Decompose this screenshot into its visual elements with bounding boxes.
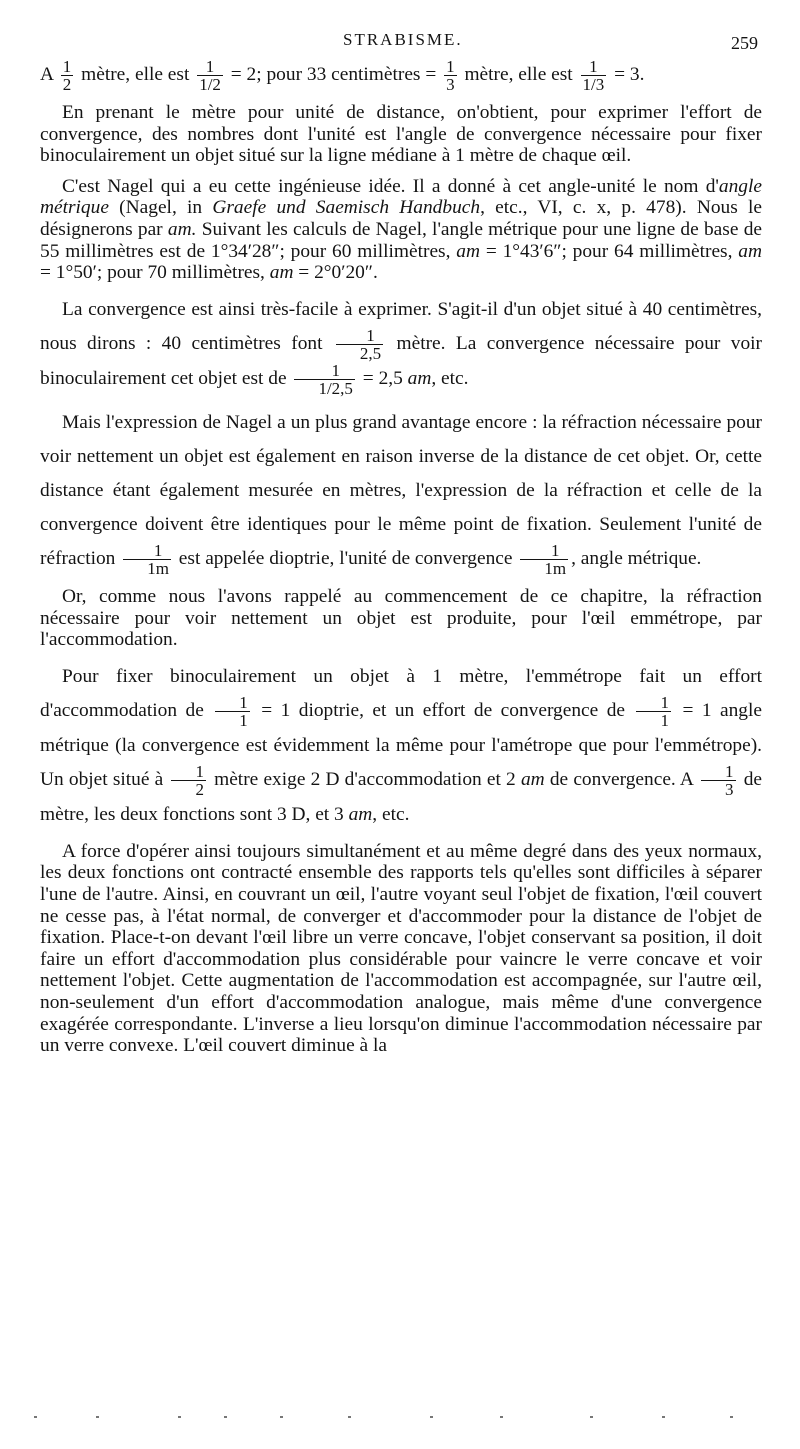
- text-run: En prenant le mètre pour unité de distance, on'obtient, pour exprimer l'effort de convergence, des nombres dont l'unité est l'angle de convergence nécessaire pour fixer binoculairement un objet situé sur la ligne médiane à 1 mètre de chaque œil.: [40, 102, 762, 167]
- text-run: La convergence est ainsi très-facile à exprimer. S'agit-il d'un objet situé à 40 centimètres, nous dirons : 40 centimètres font: [40, 298, 762, 354]
- text-run: A force d'opérer ainsi toujours simultanément et au même degré dans des yeux normaux, les deux fonctions ont contracté ensemble des rapports tels qu'elles sont difficiles à séparer l'une de l'autre. Ainsi, en couvrant un œil, l'autre voyant seul l'objet de fixation, l'œil couvert ne cesse pas, à l'état normal, de converger et d'accommoder pour la distance de l'objet de fixation. Place-t-on devant l'œil libre un verre concave, l'objet conservant sa position, il doit faire un effort d'accommodation plus considérable pour vaincre le verre concave et voir nettement l'objet. Cette augmentation de l'accommodation est accompagnée, sur l'autre œil, non-seulement d'un effort d'accommodation analogue, mais même d'une convergence exagérée correspondante. L'inverse a lieu lorsqu'on diminue l'accommodation nécessaire par un verre convexe. L'œil couvert diminue à la: [40, 840, 762, 1057]
- fraction: [61, 58, 74, 93]
- fraction: [294, 362, 354, 397]
- fraction-numerator: 1: [589, 57, 598, 77]
- text-run: , etc., VI, c. x, p. 478). Nous le désignerons par: [40, 197, 762, 241]
- fraction: [444, 58, 457, 93]
- text-run: = 2,5: [357, 367, 408, 389]
- text-run: Or, comme nous l'avons rappelé au commencement de ce chapitre, la réfraction nécessaire pour voir nettement un objet est produite, pour l'œil emmétrope, par l'accommodation.: [40, 585, 762, 651]
- running-head: [0, 30, 800, 54]
- text-run: = 2; pour 33 centimètres =: [225, 64, 442, 85]
- text-run: est appelée dioptrie, l'unité de convergence: [173, 547, 518, 569]
- fraction-numerator: 1: [62, 57, 72, 77]
- fraction: [171, 763, 206, 798]
- fraction-numerator: 1: [550, 540, 560, 560]
- text-run: = 1 angle métrique (la convergence est évidemment la même pour l'amétrope que pour l'emmétrope). Un objet situé à: [40, 699, 762, 790]
- text-run: , angle métrique.: [571, 547, 702, 569]
- text-run: Suivant les calculs de Nagel, l'angle métrique pour une ligne de base de 55 millimètres est de 1°34′28″; pour 60 millimètres,: [40, 219, 762, 262]
- fraction: [636, 694, 671, 729]
- fraction-numerator: 1: [195, 761, 204, 781]
- footer-specks: [30, 1416, 750, 1426]
- fraction-denominator: 1: [636, 711, 671, 729]
- text-run: = 1°50′; pour 70 millimètres,: [40, 262, 270, 284]
- paragraph-unit-definition: [40, 102, 762, 167]
- fraction: [215, 694, 250, 729]
- fraction: [701, 763, 736, 798]
- paragraph-formula: [40, 58, 762, 93]
- paragraph-simultaneous: [40, 841, 762, 1057]
- running-title: STRABISME.: [343, 30, 463, 49]
- fraction-denominator: 1m: [520, 559, 568, 577]
- text-run: , etc.: [372, 803, 410, 825]
- fraction-numerator: 1: [446, 57, 455, 77]
- fraction-denominator: 2: [62, 75, 72, 95]
- fraction-numerator: 1: [239, 692, 248, 712]
- fraction-numerator: 1: [725, 761, 734, 781]
- text-run: (Nagel, in: [108, 197, 213, 219]
- fraction-denominator: 2,5: [336, 344, 383, 362]
- italic-run: angle métrique: [40, 175, 762, 219]
- italic-run: am: [738, 240, 762, 262]
- paragraph-dioptrie: [40, 406, 762, 577]
- fraction-denominator: 2: [171, 780, 206, 798]
- text-run: mètre, elle est: [76, 64, 195, 85]
- fraction-numerator: 1: [153, 540, 163, 560]
- page-body: [40, 58, 762, 1066]
- text-run: de convergence. A: [544, 768, 699, 790]
- paragraph-accommodation: [40, 660, 762, 832]
- italic-run: am: [407, 367, 432, 389]
- paragraph-emmetrope: [40, 586, 762, 651]
- fraction-denominator: 1/2,5: [294, 379, 354, 397]
- fraction-denominator: 3: [446, 75, 455, 95]
- fraction-denominator: 1: [215, 711, 250, 729]
- italic-run: am: [520, 768, 545, 790]
- fraction-denominator: 1m: [123, 559, 171, 577]
- text-run: Pour fixer binoculairement un objet à 1 mètre, l'emmétrope fait un effort d'accommodation de: [40, 665, 762, 721]
- text-run: C'est Nagel qui a eu cette ingénieuse idée. Il a donné à cet angle-unité le nom d': [62, 175, 719, 197]
- text-run: de mètre, les deux fonctions sont 3 D, et 3: [40, 768, 762, 825]
- italic-run: am: [348, 803, 373, 825]
- text-run: = 1 dioptrie, et un effort de convergence de: [252, 699, 634, 721]
- fraction-denominator: 1/2: [199, 75, 221, 95]
- fraction-numerator: 1: [660, 692, 669, 712]
- text-run: mètre. La convergence nécessaire pour voir binoculairement cet objet est de: [40, 332, 762, 389]
- fraction-denominator: 1/3: [582, 75, 605, 95]
- italic-run: Graefe und Saemisch Handbuch: [212, 197, 481, 219]
- fraction-numerator: 1: [331, 360, 340, 380]
- text-run: = 2°0′20″.: [293, 262, 378, 284]
- fraction-numerator: 1: [205, 57, 215, 77]
- italic-run: am.: [167, 219, 197, 241]
- text-run: , etc.: [431, 367, 469, 389]
- fraction-numerator: 1: [366, 325, 375, 345]
- text-run: A: [40, 64, 58, 85]
- italic-run: am: [269, 262, 294, 284]
- fraction-denominator: 3: [701, 780, 736, 798]
- fraction: [581, 58, 607, 93]
- paragraph-nagel: [40, 176, 762, 284]
- fraction: [336, 327, 383, 362]
- text-run: = 1°43′6″; pour 64 millimètres,: [479, 240, 739, 262]
- italic-run: am: [456, 240, 480, 262]
- fraction: [197, 58, 223, 93]
- paragraph-convergence-example: [40, 293, 762, 397]
- text-run: Mais l'expression de Nagel a un plus grand avantage encore : la réfraction nécessaire pour voir nettement un objet est également en raison inverse de la distance de cet objet. Or, cette distance étant également mesurée en mètres, l'expression de la réfraction et celle de la convergence doivent être identiques pour le même point de fixation. Seulement l'unité de réfraction: [40, 411, 762, 569]
- fraction: [123, 542, 171, 577]
- text-run: = 3.: [609, 64, 645, 85]
- page-number: 259: [731, 33, 758, 53]
- text-run: mètre, elle est: [459, 64, 578, 85]
- fraction: [520, 542, 568, 577]
- text-run: mètre exige 2 D d'accommodation et 2: [208, 768, 521, 790]
